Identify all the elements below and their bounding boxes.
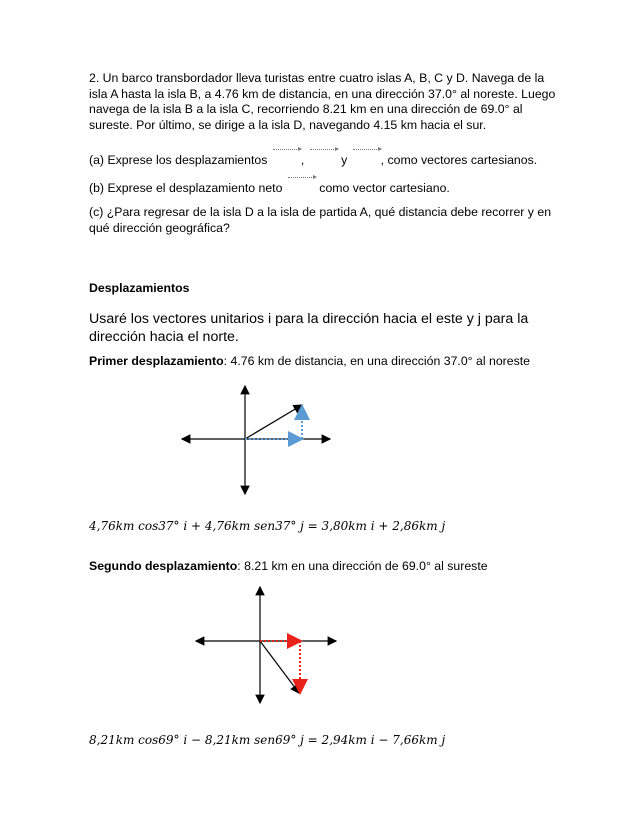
first-displacement-diagram — [170, 382, 340, 500]
displacement-vector — [245, 405, 302, 439]
part-b — [89, 177, 559, 197]
part-a — [89, 149, 559, 169]
part-a-prefix: (a) Exprese los desplazamientos — [89, 153, 268, 167]
first-displacement-line — [89, 354, 559, 370]
part-a-sep2: y — [341, 153, 348, 167]
part-b-prefix: (b) Exprese el desplazamiento neto — [89, 181, 283, 195]
displacement-vector — [260, 641, 299, 693]
section-intro: Usaré los vectores unitarios i para la dirección hacia el este y j para la dirección hacia el norte. — [89, 311, 529, 345]
second-displacement-line — [89, 559, 559, 575]
vector-arrow-mark — [273, 149, 299, 156]
vector-arrow-mark — [288, 177, 314, 184]
part-a-suffix: , como vectores cartesianos. — [380, 153, 538, 167]
vector-arrow-mark — [310, 149, 336, 156]
second-equation: 8,21km cos69° i − 8,21km sen69° j = 2,94km i − 7,66km j — [89, 733, 446, 747]
part-b-suffix: como vector cartesiano. — [319, 181, 450, 195]
first-equation: 4,76km cos37° i + 4,76km sen37° j = 3,80km i + 2,86km j — [89, 519, 446, 533]
second-displacement-diagram — [190, 583, 340, 708]
first-label: Primer desplazamiento — [89, 354, 224, 368]
second-label: Segundo desplazamiento — [89, 559, 238, 573]
second-text: : 8.21 km en una dirección de 69.0° al sureste — [237, 559, 488, 573]
part-c: (c) ¿Para regresar de la isla D a la isla de partida A, qué distancia debe recorrer y en qué dirección geográfica? — [89, 205, 552, 235]
part-a-sep1: , — [300, 153, 305, 167]
problem-statement: 2. Un barco transbordador lleva turistas entre cuatro islas A, B, C y D. Navega de la isla A hasta la isla B, a 4.76 km de distancia, en una dirección 37.0° al noreste. Luego navega de la isla B a la isla C, recorriendo 8.21 km en una dirección de 69.0° al sureste. Por último, se dirige a la isla D, navegando 4.15 km hacia el sur. — [89, 71, 556, 132]
vector-arrow-mark — [353, 149, 379, 156]
first-text: : 4.76 km de distancia, en una dirección 37.0° al noreste — [223, 354, 531, 368]
section-heading: Desplazamientos — [89, 281, 190, 295]
